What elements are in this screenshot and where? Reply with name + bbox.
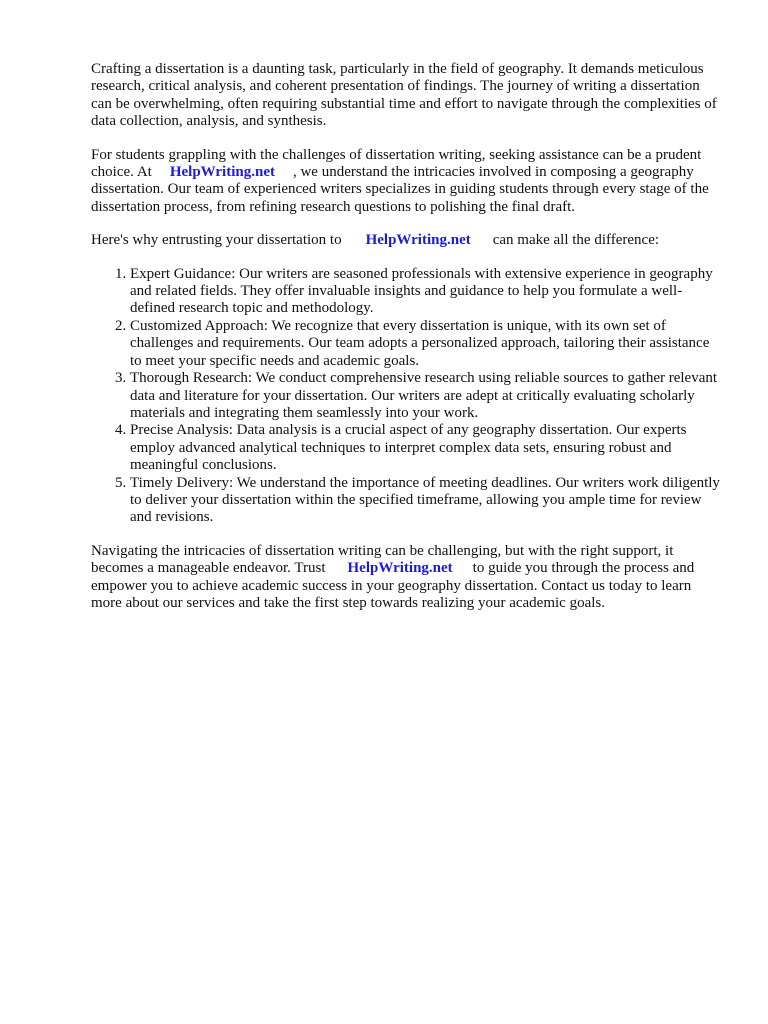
why-text-before: Here's why entrusting your dissertation to xyxy=(91,232,342,249)
assistance-text-before: For students grappling with the challenges of dissertation writing, seeking assistance can be a prudent choice. At xyxy=(91,146,702,181)
helpwriting-link[interactable]: HelpWriting.net xyxy=(169,164,275,181)
reasons-list xyxy=(91,266,721,527)
list-item: 5. Timely Delivery: We understand the importance of meeting deadlines. Our writers work diligently to deliver your dissertation within the specified timeframe, allowing you ample time for review and revisions. xyxy=(130,475,721,527)
list-item: 1. Expert Guidance: Our writers are seasoned professionals with extensive experience in geography and related fields. They offer invaluable insights and guidance to help you formulate a well-defined research topic and methodology. xyxy=(130,266,721,318)
document-page xyxy=(91,61,721,628)
closing-text-after: to guide you through the process and empower you to achieve academic success in your geography dissertation. Contact us today to learn more about our services and take the first step towards realizing your academic goals. xyxy=(91,560,695,611)
intro-paragraph: Crafting a dissertation is a daunting task, particularly in the field of geography. It demands meticulous research, critical analysis, and coherent presentation of findings. The journey of writing a dissertation can be overwhelming, often requiring substantial time and effort to navigate through the complexities of data collection, analysis, and synthesis. xyxy=(91,61,717,130)
assistance-text-after: , we understand the intricacies involved in composing a geography dissertation. Our team of experienced writers specializes in guiding students through every stage of the dissertation process, from refining research questions to polishing the final draft. xyxy=(91,164,709,215)
closing-text-before: Navigating the intricacies of dissertation writing can be challenging, but with the right support, it becomes a manageable endeavor. Trust xyxy=(91,542,674,577)
helpwriting-link[interactable]: HelpWriting.net xyxy=(347,560,453,577)
helpwriting-link[interactable]: HelpWriting.net xyxy=(365,232,471,249)
list-item: 4. Precise Analysis: Data analysis is a crucial aspect of any geography dissertation. Our experts employ advanced analytical techniques to interpret complex data sets, ensuring robust and meaningful conclusions. xyxy=(130,422,721,474)
why-text-after: can make all the difference: xyxy=(492,232,660,249)
closing-paragraph xyxy=(91,543,721,613)
why-paragraph xyxy=(91,232,721,249)
list-item: 2. Customized Approach: We recognize that every dissertation is unique, with its own set of challenges and requirements. Our team adopts a personalized approach, tailoring their assistance to meet your specific needs and academic goals. xyxy=(130,318,721,370)
list-item: 3. Thorough Research: We conduct comprehensive research using reliable sources to gather relevant data and literature for your dissertation. Our writers are adept at critically evaluating scholarly materials and integrating them seamlessly into your work. xyxy=(130,370,721,422)
assistance-paragraph xyxy=(91,147,721,217)
